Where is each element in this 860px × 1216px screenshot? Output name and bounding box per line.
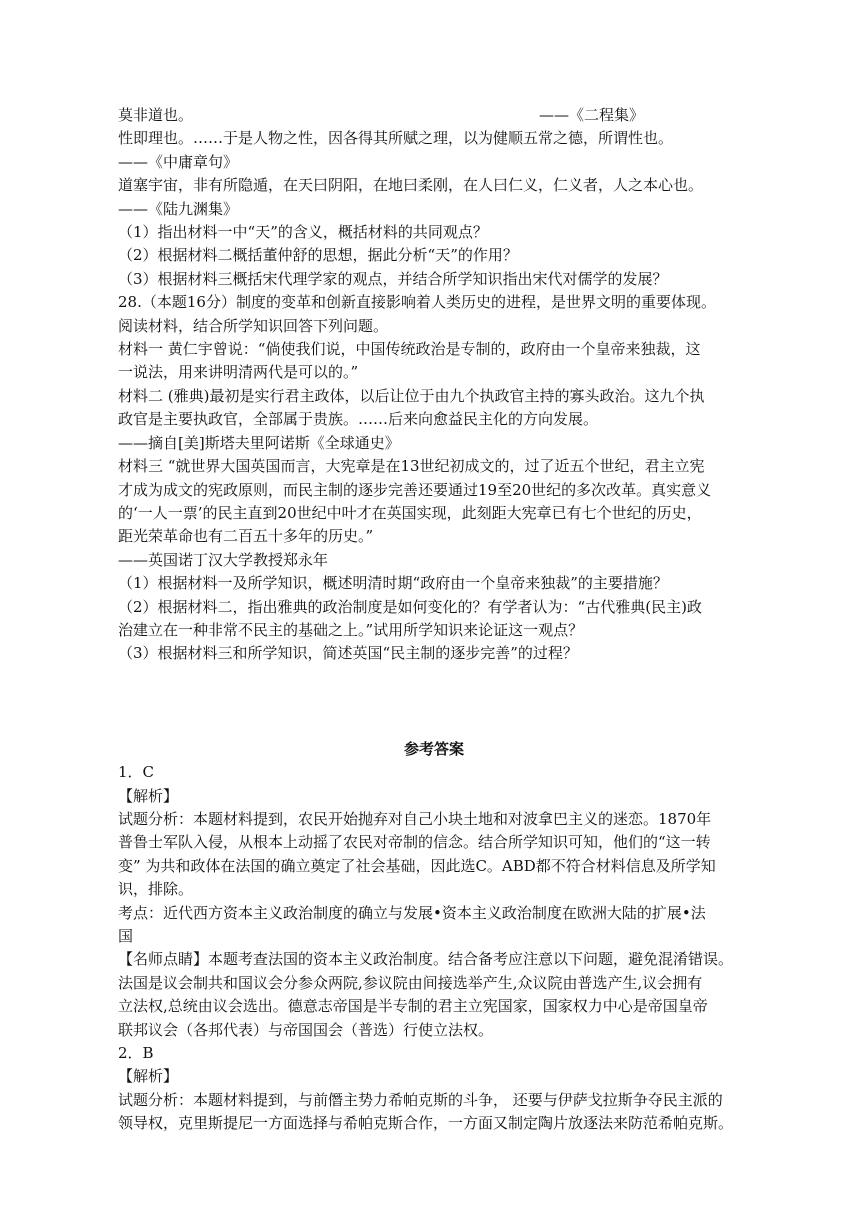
line-text: 材料一 黄仁宇曾说：“倘使我们说，中国传统政治是专制的，政府由一个皇帝来独裁，这 xyxy=(118,340,701,359)
line-text: 【解析】 xyxy=(118,1067,179,1086)
text-line xyxy=(118,479,750,502)
text-line xyxy=(118,291,750,314)
line-text: 距光荣革命也有二百五十多年的历史。” xyxy=(118,527,374,546)
text-line xyxy=(118,572,750,595)
text-line xyxy=(118,878,750,901)
answers-heading: 参考答案 xyxy=(403,739,464,758)
text-line xyxy=(118,761,750,784)
text-line xyxy=(118,948,750,971)
line-text: （3）根据材料三概括宋代理学家的观点，并结合所学知识指出宋代对儒学的发展？ xyxy=(118,269,668,288)
text-line xyxy=(118,1042,750,1065)
text-line xyxy=(118,925,750,948)
line-text: 普鲁士军队入侵，从根本上动摇了农民对帝制的信念。结合所学知识可知，他们的“这一转 xyxy=(118,833,711,852)
line-text: 识，排除。 xyxy=(118,880,194,899)
line-text: 性即理也。……于是人物之性，因各得其所赋之理，以为健顺五常之德，所谓性也。 xyxy=(118,129,674,148)
text-line xyxy=(118,221,750,244)
line-text: 材料三 “就世界大国英国而言，大宪章是在13世纪初成文的，过了近五个世纪，君主立宪 xyxy=(118,457,705,476)
line-text: 治建立在一种非常不民主的基础之上。”试用所学知识来论证这一观点？ xyxy=(118,620,584,639)
line-text: 一说法，用来讲明清两代是可以的。” xyxy=(118,363,359,382)
line-text: ——英国诺丁汉大学教授郑永年 xyxy=(118,550,329,569)
line-text: 国 xyxy=(118,927,134,945)
text-line xyxy=(118,1065,750,1088)
line-text: 【解析】 xyxy=(118,786,179,805)
text-line xyxy=(118,174,750,197)
text-line xyxy=(118,642,750,665)
text-line xyxy=(118,549,750,572)
line-text: 【名师点睛】本题考查法国的资本主义政治制度。结合备考应注意以下问题，避免混淆错误。 xyxy=(118,950,734,969)
text-line xyxy=(118,315,750,338)
text-line xyxy=(118,385,750,408)
text-line xyxy=(118,502,750,525)
line-text: 试题分析：本题材料提到，农民开始抛弃对自己小块土地和对波拿巴主义的迷恋。1870年 xyxy=(118,809,712,828)
line-text: ——《中庸章句》 xyxy=(118,152,239,171)
text-line xyxy=(118,127,750,150)
text-line xyxy=(118,972,750,995)
text-line xyxy=(118,1019,750,1042)
text-line xyxy=(118,995,750,1018)
text-line xyxy=(118,432,750,455)
line-text: （1）指出材料一中“天”的含义，概括材料的共同观点？ xyxy=(118,223,488,242)
text-line xyxy=(118,808,750,831)
text-line xyxy=(118,855,750,878)
line-text: （2）根据材料二概括董仲舒的思想，据此分析“天”的作用？ xyxy=(118,246,518,265)
text-line xyxy=(118,151,750,174)
line-text: （2）根据材料二，指出雅典的政治制度是如何变化的？有学者认为：“古代雅典(民主)政 xyxy=(118,597,702,616)
line-text: 材料二 (雅典)最初是实行君主政体，以后让位于由九个执政官主持的寡头政治。这九个执 xyxy=(118,386,705,405)
line-text: 道塞宇宙，非有所隐遁，在天曰阴阳，在地曰柔刚，在人曰仁义，仁义者，人之本心也。 xyxy=(118,176,704,195)
text-line xyxy=(118,1112,750,1135)
line-text: 才成为成文的宪政原则，而民主制的逐步完善还要通过19至20世纪的多次改革。真实意义 xyxy=(118,480,712,499)
line-text: 变” 为共和政体在法国的确立奠定了社会基础，因此选C。ABD都不符合材料信息及所学知 xyxy=(118,856,716,875)
line-text: 联邦议会（各邦代表）与帝国国会（普选）行使立法权。 xyxy=(118,1020,494,1039)
question-section xyxy=(118,104,750,666)
text-line xyxy=(118,104,750,127)
line-text: 1．C xyxy=(118,763,155,782)
text-line xyxy=(118,902,750,925)
text-line xyxy=(118,198,750,221)
line-text: 阅读材料，结合所学知识回答下列问题。 xyxy=(118,316,389,335)
text-line xyxy=(118,268,750,291)
line-text: ——《陆九渊集》 xyxy=(118,199,239,218)
line-text: 领导权，克里斯提尼一方面选择与希帕克斯合作，一方面又制定陶片放逐法来防范希帕克斯。 xyxy=(118,1114,734,1133)
text-line xyxy=(118,338,750,361)
line-text: 的‘一人一票’的民主直到20世纪中叶才在英国实现，此刻距大宪章已有七个世纪的历史， xyxy=(118,503,702,522)
text-line xyxy=(118,408,750,431)
line-text: 法国是议会制共和国议会分参众两院,参议院由间接选举产生,众议院由普选产生,议会拥有 xyxy=(118,973,703,992)
line-text: 莫非道也。 xyxy=(118,106,194,124)
line-text: 试题分析：本题材料提到，与前僭主势力希帕克斯的斗争， 还要与伊萨戈拉斯争夺民主派的 xyxy=(118,1090,723,1109)
line-text: 考点：近代西方资本主义政治制度的确立与发展•资本主义政治制度在欧洲大陆的扩展•法 xyxy=(118,903,706,922)
line-text: （1）根据材料一及所学知识，概述明清时期“政府由一个皇帝来独裁”的主要措施？ xyxy=(118,574,668,593)
line-text: 2．B xyxy=(118,1044,154,1063)
text-line xyxy=(118,244,750,267)
text-line xyxy=(118,525,750,548)
line-text: 28.（本题16分）制度的变革和创新直接影响着人类历史的进程，是世界文明的重要体现。 xyxy=(118,293,716,312)
text-line xyxy=(118,1089,750,1112)
text-line xyxy=(118,361,750,384)
line-text: 政官是主要执政官，全部属于贵族。……后来向愈益民主化的方向发展。 xyxy=(118,410,599,429)
line-text: （3）根据材料三和所学知识，简述英国“民主制的逐步完善”的过程？ xyxy=(118,644,578,663)
line-text: ——摘自[美]斯塔夫里阿诺斯《全球通史》 xyxy=(118,433,400,452)
text-line xyxy=(118,619,750,642)
source-citation: ——《二程集》 xyxy=(539,106,645,124)
text-line xyxy=(118,785,750,808)
text-line xyxy=(118,831,750,854)
section-gap xyxy=(118,666,750,738)
text-line xyxy=(118,455,750,478)
text-line xyxy=(118,596,750,619)
line-text: 立法权,总统由议会选出。德意志帝国是半专制的君主立宪国家，国家权力中心是帝国皇帝 xyxy=(118,997,708,1016)
answers-section xyxy=(118,761,750,1136)
